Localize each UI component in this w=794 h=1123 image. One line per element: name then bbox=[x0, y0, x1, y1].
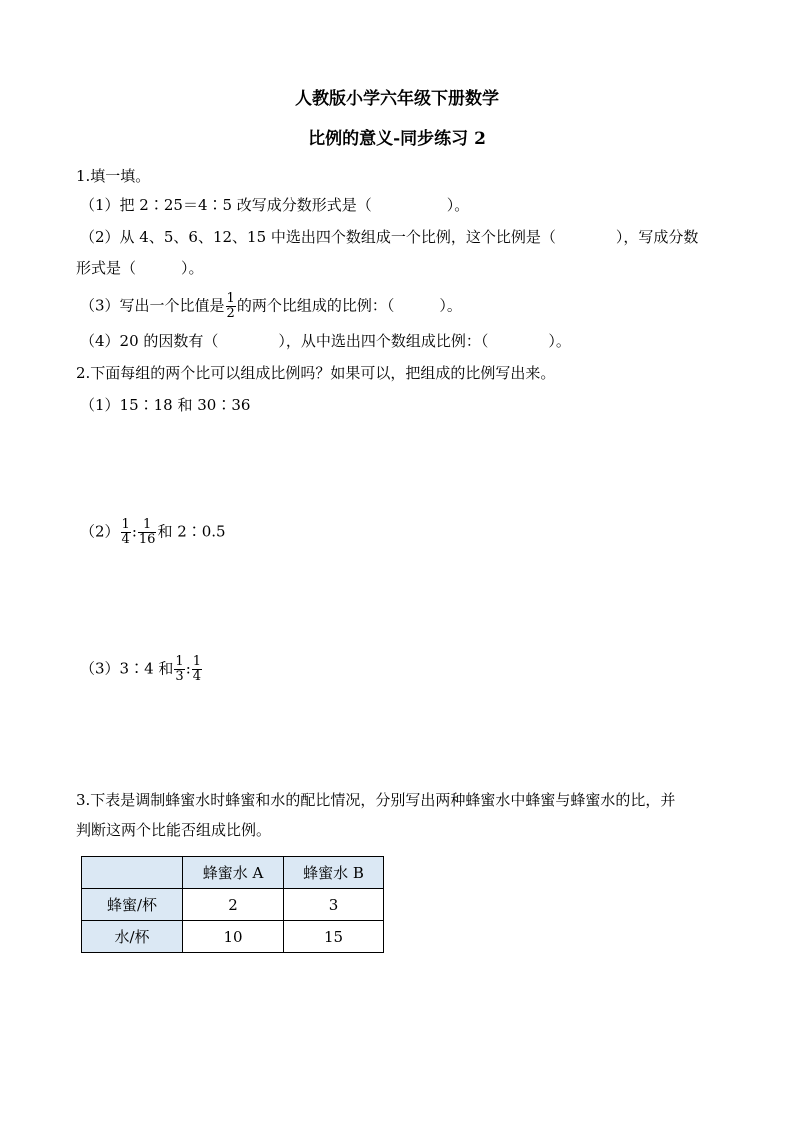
q1-heading: 1.填一填。 bbox=[76, 167, 151, 185]
q1-part2-line1: （2）从 4、5、6、12、15 中选出四个数组成一个比例，这个比例是（ ），写成分数 bbox=[80, 228, 699, 246]
table-header-row bbox=[82, 857, 384, 889]
q2-part3 bbox=[80, 655, 203, 684]
fraction-numerator: 1 bbox=[192, 654, 202, 669]
q2-part2 bbox=[80, 518, 226, 547]
q1-part1: （1）把 2∶25＝4∶5 改写成分数形式是（ ）。 bbox=[80, 196, 470, 214]
ratio-colon: : bbox=[131, 522, 137, 541]
q2-part3-pre: （3）3∶4 和 bbox=[80, 659, 174, 678]
q1-part3-post: 的两个比组成的比例：（ ）。 bbox=[236, 296, 462, 315]
q1-part4: （4）20 的因数有（ ），从中选出四个数组成比例：（ ）。 bbox=[80, 332, 571, 350]
fraction-numerator: 1 bbox=[121, 517, 130, 532]
honey-water-table bbox=[81, 856, 384, 953]
fraction-numerator: 1 bbox=[138, 518, 157, 533]
fraction-denominator: 16 bbox=[138, 532, 156, 547]
fraction-numerator: 1 bbox=[226, 291, 235, 306]
table-cell: 2 bbox=[183, 889, 284, 921]
table-cell: 3 bbox=[284, 889, 384, 921]
q1-part3-pre: （3）写出一个比值是 bbox=[80, 296, 225, 315]
q1-part3 bbox=[80, 292, 462, 321]
q1-part2-line2: 形式是（ ）。 bbox=[76, 259, 204, 277]
table-header-cell: 蜂蜜水 A bbox=[183, 857, 284, 889]
page-subtitle: 比例的意义-同步练习 2 bbox=[308, 129, 486, 149]
page-title: 人教版小学六年级下册数学 bbox=[295, 89, 499, 109]
ratio-colon: : bbox=[185, 659, 191, 678]
fraction-third bbox=[174, 655, 184, 684]
q3-heading-line2: 判断这两个比能否组成比例。 bbox=[76, 821, 272, 839]
q2-part2-pre: （2） bbox=[80, 522, 120, 541]
fraction-half bbox=[226, 292, 236, 321]
table-row-label: 水/杯 bbox=[82, 921, 183, 953]
fraction-denominator: 4 bbox=[121, 532, 130, 547]
table-cell: 15 bbox=[284, 921, 384, 953]
table-row bbox=[82, 921, 384, 953]
table-row-label: 蜂蜜/杯 bbox=[82, 889, 183, 921]
q2-part1: （1）15∶18 和 30∶36 bbox=[80, 396, 251, 414]
table-cell: 10 bbox=[183, 921, 284, 953]
table-header-cell: 蜂蜜水 B bbox=[284, 857, 384, 889]
fraction-denominator: 4 bbox=[192, 669, 202, 684]
table-header-cell bbox=[82, 857, 183, 889]
q2-part2-post: 和 2∶0.5 bbox=[157, 522, 226, 541]
fraction-denominator: 3 bbox=[175, 669, 184, 684]
fraction-denominator: 2 bbox=[226, 306, 235, 321]
q3-heading-line1: 3.下表是调制蜂蜜水时蜂蜜和水的配比情况，分别写出两种蜂蜜水中蜂蜜与蜂蜜水的比，并 bbox=[76, 791, 676, 809]
table-row bbox=[82, 889, 384, 921]
fraction-numerator: 1 bbox=[175, 654, 184, 669]
fraction-quarter bbox=[192, 655, 202, 684]
fraction-quarter bbox=[121, 518, 131, 547]
fraction-sixteenth bbox=[138, 518, 157, 547]
q2-heading: 2.下面每组的两个比可以组成比例吗？如果可以，把组成的比例写出来。 bbox=[76, 364, 556, 382]
